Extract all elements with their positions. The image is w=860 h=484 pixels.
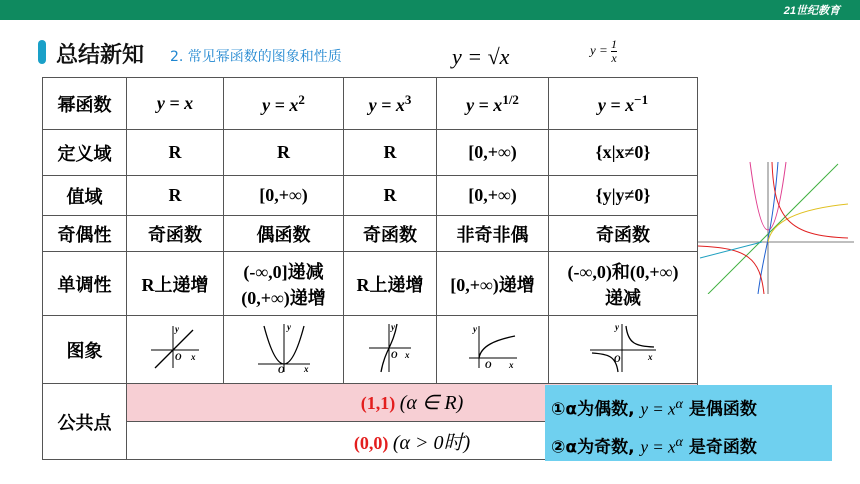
domain-cell: {x|x≠0} — [549, 130, 698, 176]
common-point-condition: (α ∈ R) — [399, 392, 464, 414]
monotonicity-cell: [0,+∞)递增 — [437, 252, 549, 316]
table-row-parity — [43, 216, 698, 252]
combined-graph-figure — [698, 158, 854, 294]
graph-y-label: y — [615, 322, 619, 332]
graph-cell — [127, 316, 224, 384]
graph-cell — [549, 316, 698, 384]
function-exponent: 1/2 — [502, 91, 519, 107]
domain-cell: [0,+∞) — [437, 130, 549, 176]
reciprocal-formula — [590, 38, 617, 65]
heading-marker — [38, 40, 46, 64]
function-formula: y = x — [368, 94, 405, 115]
graph-y-label: y — [175, 324, 179, 334]
sqrt-formula: y = √x — [452, 44, 510, 69]
page-subtitle: 2. 常见幂函数的图象和性质 — [170, 49, 342, 65]
graph-origin-label: O — [175, 352, 182, 362]
graph-y-x2 — [254, 320, 314, 374]
function-y-x-inverse — [549, 78, 698, 130]
parity-cell: 偶函数 — [224, 216, 344, 252]
function-y-x — [127, 78, 224, 130]
graph-x-label: x — [303, 364, 308, 374]
top-bar — [0, 0, 860, 20]
function-exponent: −1 — [634, 91, 649, 107]
domain-cell: R — [344, 130, 437, 176]
note-exponent: α — [675, 396, 683, 412]
function-formula: y = x — [156, 93, 194, 113]
monotonicity-line: 递减 — [605, 287, 641, 308]
function-formula: y = x — [466, 94, 503, 115]
note-formula: y = x — [640, 399, 676, 419]
parity-notes-box — [545, 385, 832, 461]
monotonicity-line: (-∞,0]递减 — [243, 261, 324, 282]
row-label-range: 值域 — [43, 176, 127, 216]
parity-cell: 奇函数 — [127, 216, 224, 252]
range-cell: R — [344, 176, 437, 216]
monotonicity-line: (-∞,0)和(0,+∞) — [567, 261, 679, 282]
graph-origin-label: O — [277, 365, 284, 374]
note-odd — [545, 423, 832, 461]
parity-cell: 奇函数 — [549, 216, 698, 252]
graph-origin-label: O — [614, 354, 621, 364]
function-exponent: 3 — [404, 91, 412, 107]
monotonicity-line: (0,+∞)递增 — [241, 287, 326, 308]
table-row-monotonicity — [43, 252, 698, 316]
graph-cell — [344, 316, 437, 384]
fraction-denominator: x — [611, 51, 617, 65]
graph-x-label: x — [191, 352, 196, 362]
range-cell: R — [127, 176, 224, 216]
graph-x-label: x — [405, 350, 410, 360]
monotonicity-cell: R上递增 — [127, 252, 224, 316]
note-formula: y = x — [640, 437, 676, 457]
range-cell: [0,+∞) — [437, 176, 549, 216]
common-point-value: (0,0) — [353, 433, 389, 453]
monotonicity-cell — [549, 252, 698, 316]
table-row-range — [43, 176, 698, 216]
common-point-condition: (α > 0时) — [392, 432, 471, 454]
function-exponent: 2 — [298, 91, 305, 107]
table-row-graph — [43, 316, 698, 384]
note-prefix: ①α为偶数, — [551, 399, 635, 420]
graph-y-label: y — [286, 322, 291, 332]
function-formula: y = x — [597, 94, 635, 115]
parity-cell: 奇函数 — [344, 216, 437, 252]
domain-cell: R — [127, 130, 224, 176]
common-point-value: (1,1) — [360, 393, 396, 413]
reciprocal-fraction — [611, 38, 617, 65]
function-y-sqrt-x — [437, 78, 549, 130]
row-label-monotonicity: 单调性 — [43, 252, 127, 316]
note-exponent: α — [675, 434, 683, 450]
function-y-x3 — [344, 78, 437, 130]
function-y-x2 — [224, 78, 344, 130]
graph-x-label: x — [648, 352, 653, 362]
combined-power-graph — [698, 158, 854, 294]
range-cell: [0,+∞) — [224, 176, 344, 216]
note-suffix: 是偶函数 — [688, 399, 757, 420]
row-label-parity: 奇偶性 — [43, 216, 127, 252]
graph-y-sqrt-x — [465, 322, 521, 372]
graph-cell — [224, 316, 344, 384]
row-label-common-point: 公共点 — [43, 384, 127, 460]
graph-x-label: x — [508, 360, 513, 370]
graph-origin-label: O — [484, 360, 491, 370]
graph-cell — [437, 316, 549, 384]
reciprocal-lhs: y = — [590, 42, 608, 58]
graph-origin-label: O — [391, 350, 398, 360]
note-even — [545, 385, 832, 423]
domain-cell: R — [224, 130, 344, 176]
brand-logo: 21世纪教育 — [783, 5, 840, 17]
graph-y-x-inverse — [586, 320, 660, 374]
function-formula: y = x — [262, 94, 299, 115]
table-row-header — [43, 78, 698, 130]
row-label-domain: 定义域 — [43, 130, 127, 176]
parity-cell: 非奇非偶 — [437, 216, 549, 252]
monotonicity-cell — [224, 252, 344, 316]
range-cell: {y|y≠0} — [549, 176, 698, 216]
monotonicity-cell: R上递增 — [344, 252, 437, 316]
page-title: 总结新知 — [56, 43, 145, 68]
note-suffix: 是奇函数 — [688, 437, 757, 458]
fraction-numerator: 1 — [611, 37, 618, 51]
row-label-power-function: 幂函数 — [43, 78, 127, 130]
row-label-graph: 图象 — [43, 316, 127, 384]
graph-y-label: y — [472, 324, 477, 334]
graph-y-x3 — [367, 320, 413, 374]
table-row-domain — [43, 130, 698, 176]
graph-y-label: y — [391, 322, 395, 332]
graph-y-x — [147, 322, 203, 372]
note-prefix: ②α为奇数, — [551, 437, 635, 458]
